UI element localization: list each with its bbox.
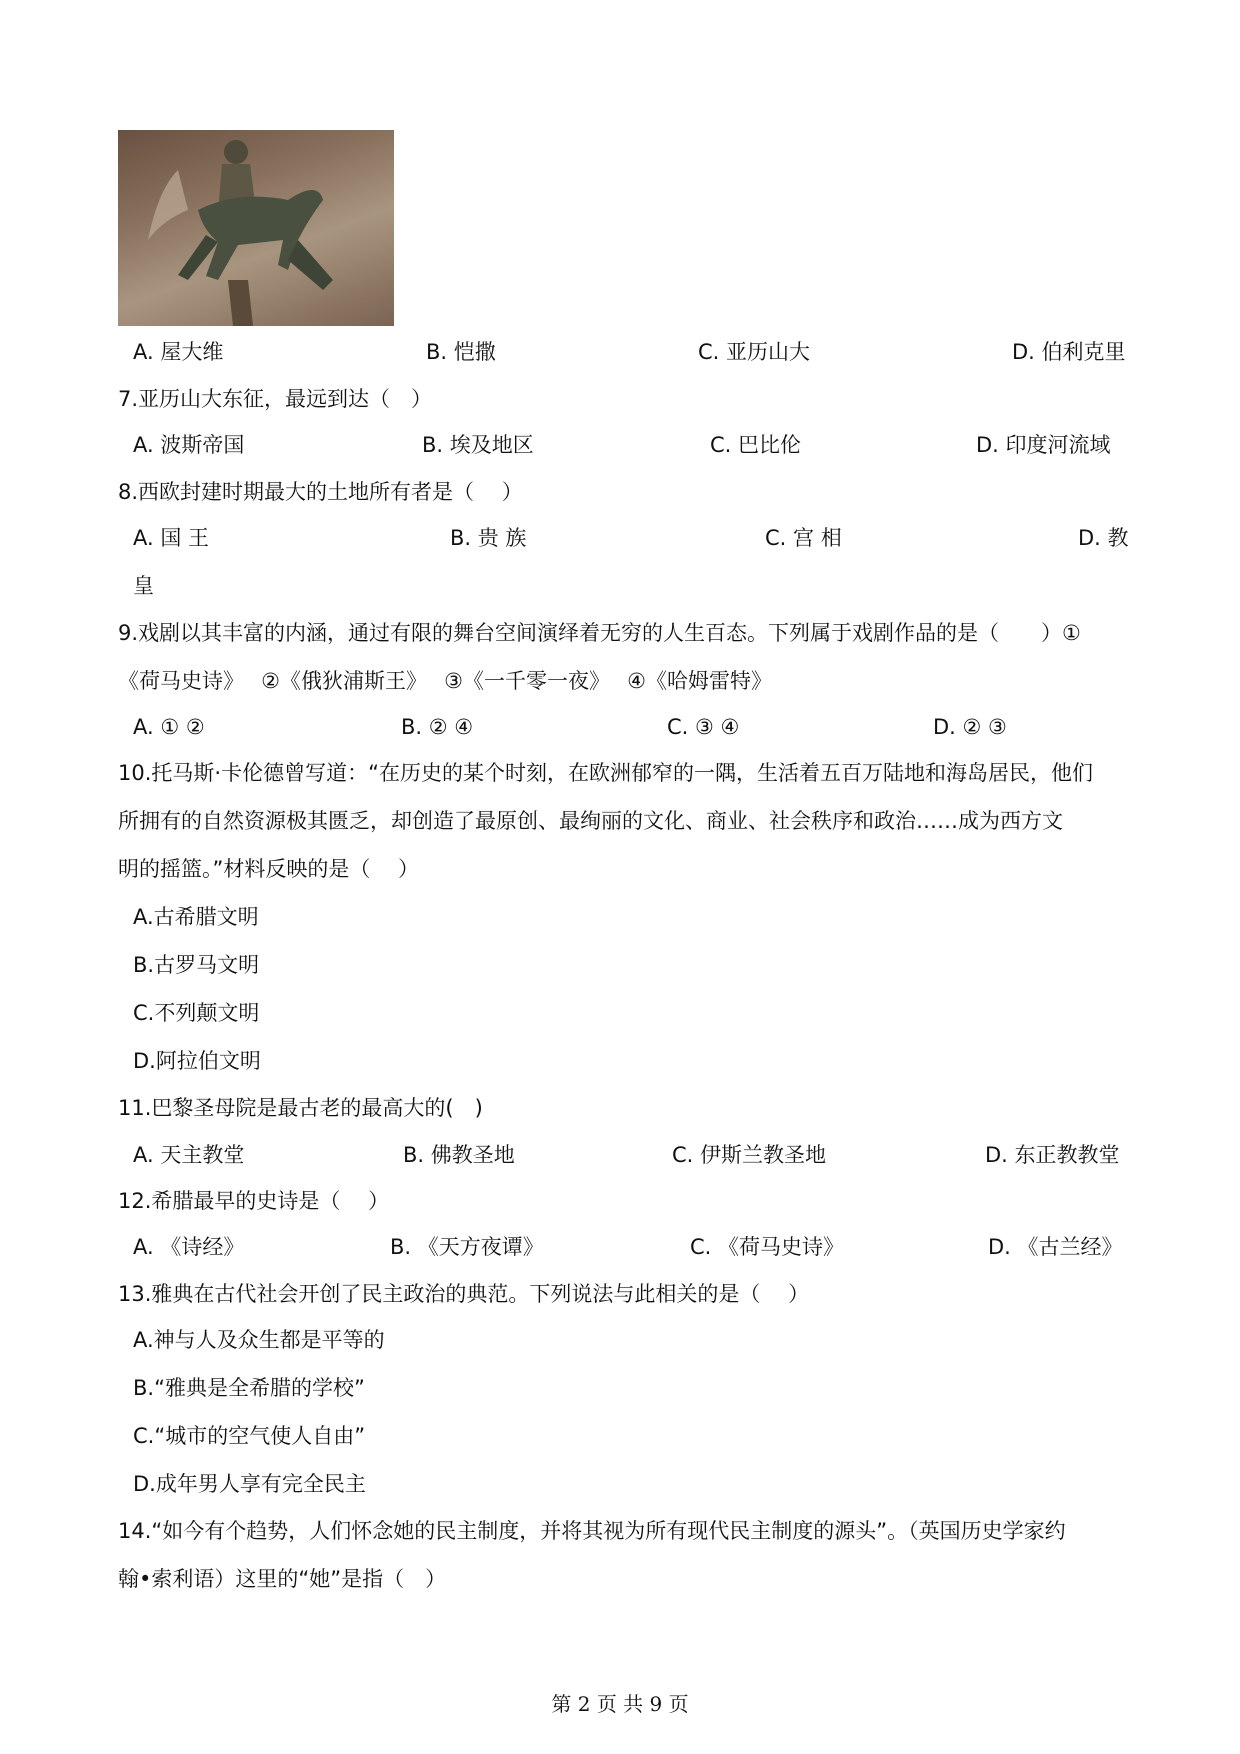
- q7-option-b[interactable]: B. 埃及地区: [422, 433, 534, 457]
- q11-option-b[interactable]: B. 佛教圣地: [403, 1143, 515, 1167]
- q14-stem-line1: 14.“如今有个趋势，人们怀念她的民主制度，并将其视为所有现代民主制度的源头”。（英国历史学家约: [118, 1519, 1066, 1543]
- q9-option-a[interactable]: A. ① ②: [133, 715, 205, 739]
- q8-option-a[interactable]: A. 国 王: [133, 526, 210, 550]
- q9-option-b[interactable]: B. ② ④: [401, 715, 474, 739]
- q13-option-d[interactable]: D.成年男人享有完全民主: [133, 1472, 366, 1496]
- q6-option-b[interactable]: B. 恺撒: [426, 340, 496, 364]
- q12-option-b[interactable]: B. 《天方夜谭》: [390, 1235, 544, 1259]
- q12-option-d[interactable]: D. 《古兰经》: [988, 1235, 1123, 1259]
- q12-option-a[interactable]: A. 《诗经》: [133, 1235, 245, 1259]
- q8-option-b[interactable]: B. 贵 族: [450, 526, 527, 550]
- q8-option-d-continued: 皇: [133, 574, 154, 598]
- q8-option-d[interactable]: D. 教: [1078, 526, 1129, 550]
- statue-illustration: [118, 130, 394, 326]
- q9-stem-line2: 《荷马史诗》 ②《俄狄浦斯王》 ③《一千零一夜》 ④《哈姆雷特》: [118, 669, 773, 693]
- q9-option-c[interactable]: C. ③ ④: [667, 715, 740, 739]
- q6-option-c[interactable]: C. 亚历山大: [698, 340, 811, 364]
- q9-stem-line1: 9.戏剧以其丰富的内涵，通过有限的舞台空间演绎着无穷的人生百态。下列属于戏剧作品的是（ ）①: [118, 621, 1081, 645]
- q7-option-d[interactable]: D. 印度河流域: [976, 433, 1111, 457]
- q14-stem-line2: 翰•索利语）这里的“她”是指（ ）: [118, 1567, 447, 1591]
- q13-option-a[interactable]: A.神与人及众生都是平等的: [133, 1328, 385, 1352]
- q10-option-c[interactable]: C.不列颠文明: [133, 1001, 260, 1025]
- q10-option-a[interactable]: A.古希腊文明: [133, 905, 259, 929]
- q11-option-c[interactable]: C. 伊斯兰教圣地: [672, 1143, 827, 1167]
- q7-option-a[interactable]: A. 波斯帝国: [133, 433, 245, 457]
- q7-stem: 7.亚历山大东征，最远到达（ ）: [118, 387, 433, 411]
- q7-option-c[interactable]: C. 巴比伦: [710, 433, 802, 457]
- q10-option-d[interactable]: D.阿拉伯文明: [133, 1049, 261, 1073]
- q9-option-d[interactable]: D. ② ③: [933, 715, 1007, 739]
- q10-stem-line1: 10.托马斯·卡伦德曾写道：“在历史的某个时刻，在欧洲郁窄的一隅，生活着五百万陆地和海岛居民，他们: [118, 761, 1093, 785]
- q6-option-d[interactable]: D. 伯利克里: [1012, 340, 1126, 364]
- q13-option-b[interactable]: B.“雅典是全希腊的学校”: [133, 1376, 365, 1400]
- q10-stem-line3: 明的摇篮。”材料反映的是（ ）: [118, 857, 420, 881]
- q11-option-d[interactable]: D. 东正教教堂: [985, 1143, 1120, 1167]
- q12-option-c[interactable]: C. 《荷马史诗》: [690, 1235, 845, 1259]
- q6-option-a[interactable]: A. 屋大维: [133, 340, 224, 364]
- q12-stem: 12.希腊最早的史诗是（ ）: [118, 1189, 390, 1213]
- q11-stem: 11.巴黎圣母院是最古老的最高大的( ): [118, 1096, 483, 1120]
- page-number-footer: 第 2 页 共 9 页: [551, 1692, 689, 1716]
- q10-stem-line2: 所拥有的自然资源极其匮乏，却创造了最原创、最绚丽的文化、商业、社会秩序和政治……成为西方文: [118, 809, 1063, 833]
- q8-option-c[interactable]: C. 宫 相: [765, 526, 842, 550]
- q13-option-c[interactable]: C.“城市的空气使人自由”: [133, 1424, 366, 1448]
- q8-stem: 8.西欧封建时期最大的土地所有者是（ ）: [118, 480, 523, 504]
- q10-option-b[interactable]: B.古罗马文明: [133, 953, 260, 977]
- q13-stem: 13.雅典在古代社会开创了民主政治的典范。下列说法与此相关的是（ ）: [118, 1282, 810, 1306]
- equestrian-statue-image: [118, 130, 394, 326]
- q11-option-a[interactable]: A. 天主教堂: [133, 1143, 245, 1167]
